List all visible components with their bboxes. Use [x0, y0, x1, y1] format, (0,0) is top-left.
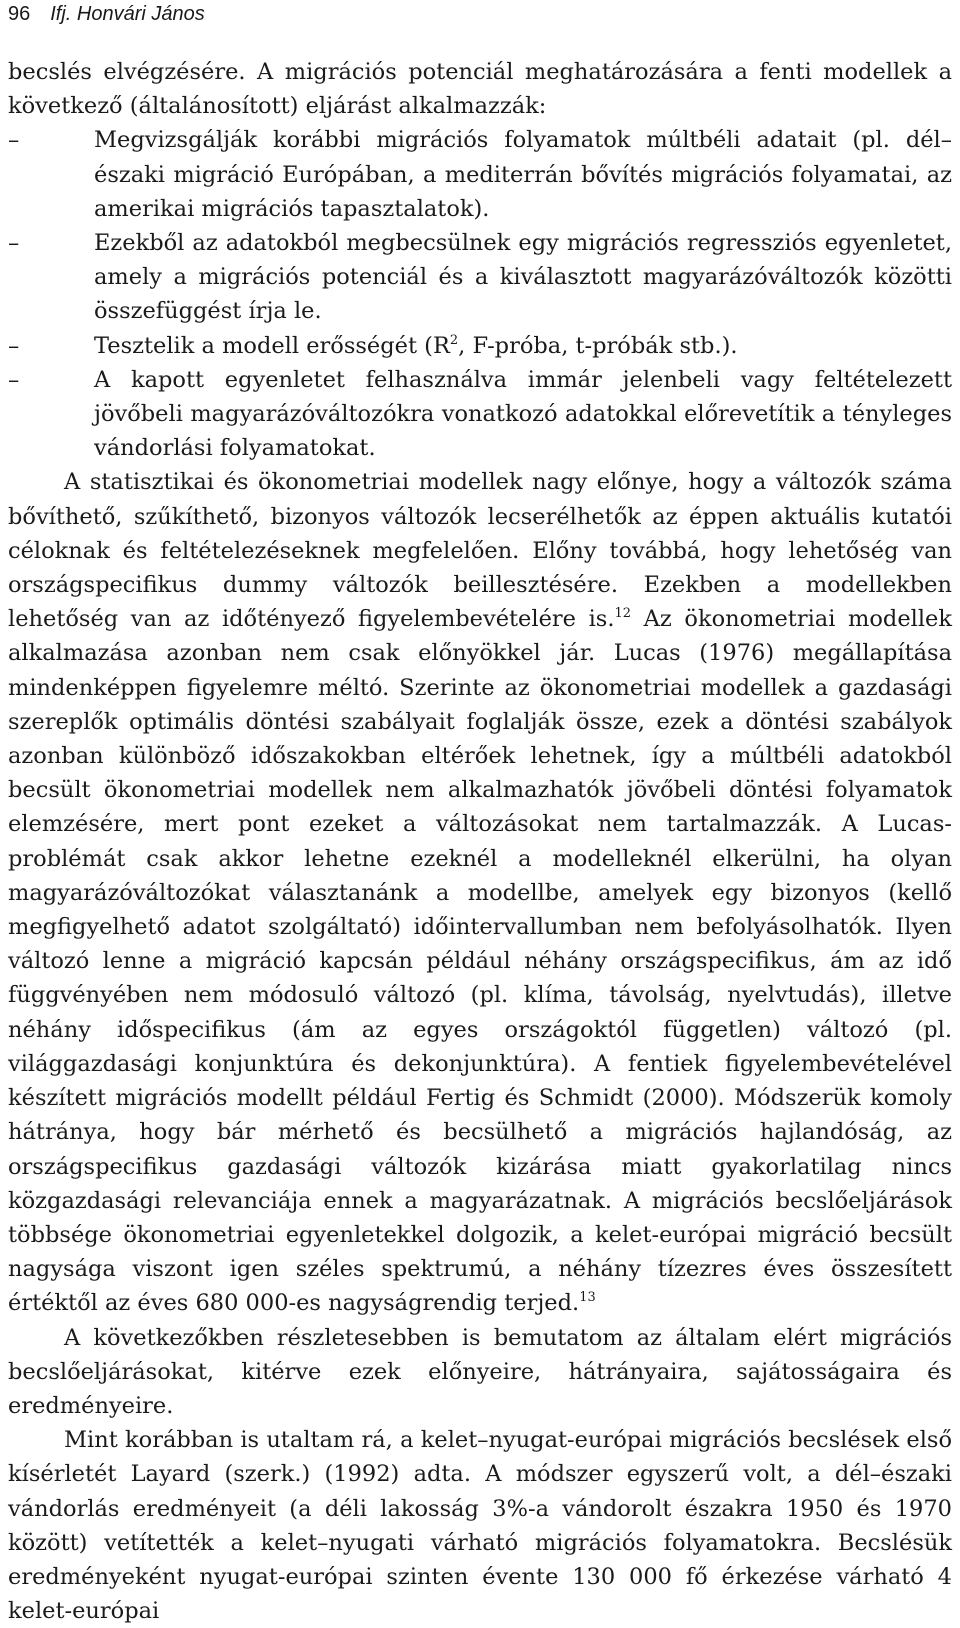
running-header-author: Ifj. Honvári János [50, 3, 205, 25]
body-paragraph-2: A következőkben részletesebben is bemutatom az általam elért migrációs becslőeljárásokat, kitérve ezek előnyeire, hátrányaira, sajátosságaira és eredményeire. [8, 1324, 952, 1419]
list-dash: – [8, 230, 20, 257]
list-item-text: Megvizsgálják korábbi migrációs folyamatok múltbéli adatait (pl. dél–északi migráció Európában, a mediterrán bővítés migrációs folyamatai, az amerikai migrációs tapasztalatok). [94, 127, 952, 222]
list-item [8, 329, 952, 363]
list-item-text: A kapott egyenletet felhasználva immár jelenbeli vagy feltételezett jövőbeli magyarázóváltozókra vonatkozó adatokkal előrevetítik a tényleges vándorlási folyamatokat. [94, 366, 952, 462]
list-dash: – [8, 366, 20, 393]
superscript-exponent: 2 [449, 332, 459, 348]
list-item-text-before: Tesztelik a modell erősségét (R [94, 332, 450, 359]
list-item-text-after: , F-próba, t-próbák stb.). [458, 332, 738, 359]
body-text: A statisztikai és ökonometriai modellek nagy előnye, hogy a változók száma bővíthető, szűkíthető, bizonyos változók lecserélhetők az éppen aktuális kutatói céloknak és feltételezéseknek megfelelően. Előny továbbá, hogy lehetőség van országspecifikus dummy változók beillesztésére. Ezekben a modellekben lehetőség van az időtényező figyelembevételére is. [8, 469, 952, 633]
running-header [8, 2, 952, 26]
footnote-ref-12[interactable]: 12 [614, 606, 632, 622]
list-item [8, 363, 952, 466]
list-item [8, 123, 952, 226]
list-item-text: Ezekből az adatokból megbecsülnek egy migrációs regressziós egyenletet, amely a migrációs potenciál és a kiválasztott magyarázóváltozók közötti összefüggést írja le. [94, 230, 952, 325]
body-paragraph-1 [8, 465, 952, 1320]
procedure-list [8, 123, 952, 465]
list-dash: – [8, 332, 20, 359]
page-number: 96 [8, 3, 31, 25]
list-item [8, 226, 952, 329]
intro-paragraph: becslés elvégzésére. A migrációs potenciál meghatározására a fenti modellek a következő (általánosított) eljárást alkalmazzák: [8, 59, 952, 120]
list-dash: – [8, 127, 20, 154]
footnote-ref-13[interactable]: 13 [579, 1290, 596, 1306]
body-text: Az ökonometriai modellek alkalmazása azonban nem csak előnyökkel jár. Lucas (1976) megállapítása mindenképpen figyelemre méltó. Szerinte az ökonometriai modellek a gazdasági szereplők optimális döntési szabályait foglalják össze, ezek a döntési szabályok azonban különböző időszakokban eltérőek lehetnek, így a múltbéli adatokból becsült ökonometriai modellek nem alkalmazhatók jövőbeli döntési folyamatok elemzésére, mert pont ezeket a változásokat nem tartalmazzák. A Lucas-problémát csak akkor lehetne ezeknél a modelleknél elkerülni, ha olyan magyarázóváltozókat választanánk a modellbe, amelyek egy bizonyos (kellő megfigyelhető adatot szolgáltató) időintervallumban nem befolyásolhatók. Ilyen változó lenne a migráció kapcsán például néhány országspecifikus, ám az idő függvényében nem módosuló változó (pl. klíma, távolság, nyelvtudás), illetve néhány időspecifikus (ám az egyes országoktól független) változó (pl. világgazdasági konjunktúra és dekonjunktúra). A fentiek figyelembevételével készített migrációs modellt például Fertig és Schmidt (2000). Módszerük komoly hátránya, hogy bár mérhető és becsülhető a migrációs hajlandóság, az országspecifikus gazdasági változók kizárása miatt gyakorlatilag nincs közgazdasági relevanciája ennek a magyarázatnak. A migrációs becslőeljárások többsége ökonometriai egyenletekkel dolgozik, a kelet-európai migráció becsült nagysága viszont igen széles spektrumú, a néhány tízezres éves összesített értéktől az éves 680 000-es nagyságrendig terjed. [8, 606, 952, 1317]
book-page [8, 0, 952, 1628]
body-paragraph-3: Mint korábban is utaltam rá, a kelet–nyugat-európai migrációs becslések első kísérletét Layard (szerk.) (1992) adta. A módszer egyszerű volt, a dél–északi vándorlás eredményeit (a déli lakosság 3%-a vándorolt északra 1950 és 1970 között) vetítették a kelet–nyugati várható migrációs folyamatokra. Becslésük eredményeként nyugat-európai szinten évente 130 000 fő érkezése várható 4 kelet-európai [8, 1427, 952, 1625]
